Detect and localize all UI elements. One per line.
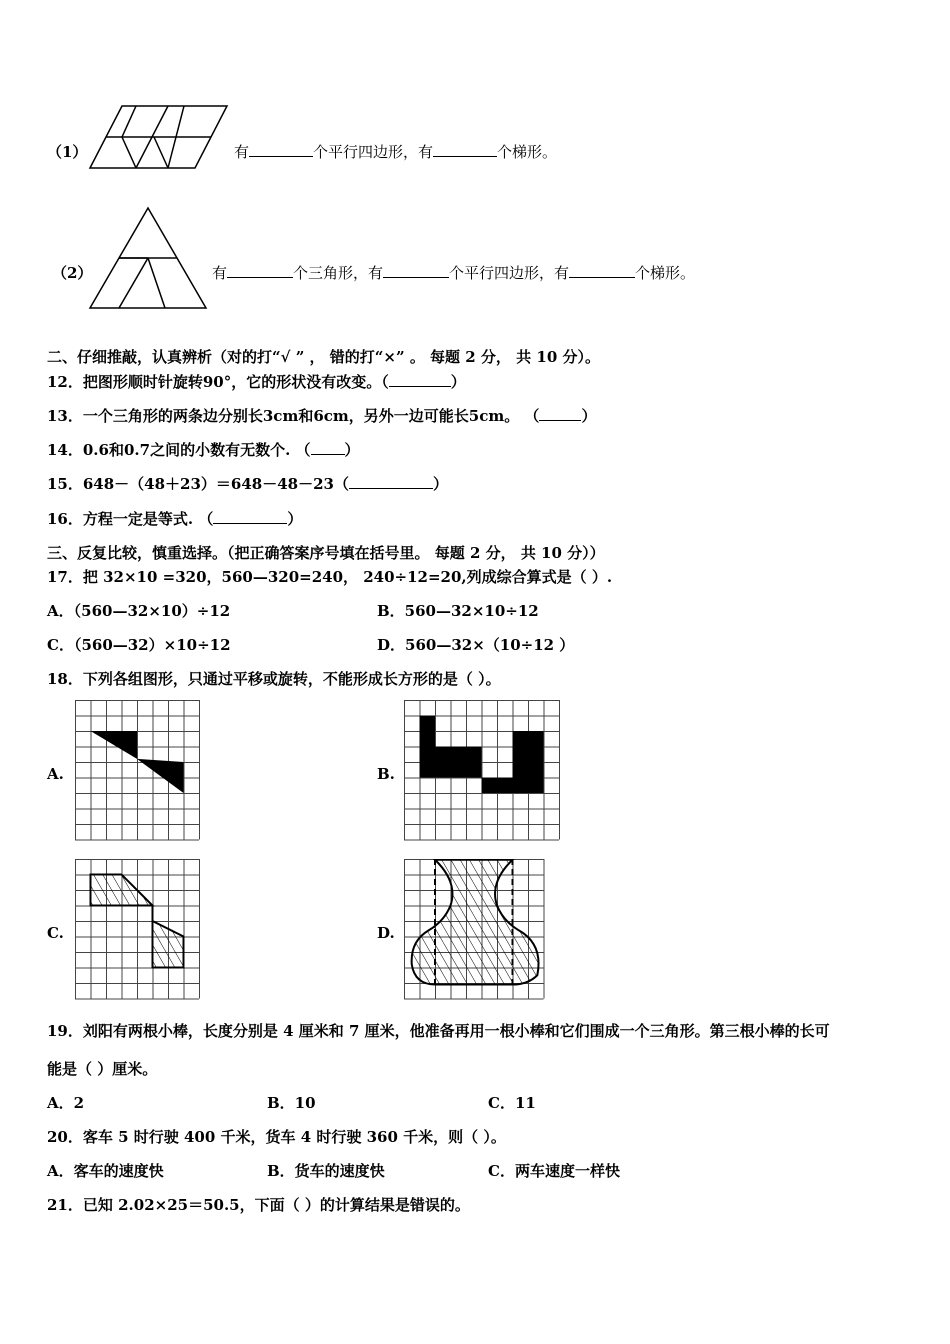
q17-option-d[interactable]: D．560—32×（10÷12 ） [377,636,575,654]
answer-blank[interactable] [383,262,449,278]
q21-stem: 21．已知 2.02×25＝50.5，下面（ ）的计算结果是错误的。 [47,1196,470,1214]
q12: 12．把图形顺时针旋转90°，它的形状没有改变。（ ） [47,373,466,391]
q18-stem: 18．下列各组图形，只通过平移或旋转，不能形成长方形的是（ ）。 [47,670,501,688]
answer-blank[interactable] [249,141,313,157]
q15: 15．648－（48＋23）＝648－48－23（ ） [47,475,449,493]
hatched-vase-shape [412,860,539,985]
q2-text: 有 个三角形，有 个平行四边形，有 个梯形。 [212,264,696,282]
q14: 14．0.6和0.7之间的小数有无数个. （ ） [47,441,360,459]
grid-figure-d [404,859,548,1000]
grid-figure-a [75,700,202,841]
q17-option-b[interactable]: B．560—32×10÷12 [377,602,539,620]
q17-option-c[interactable]: C．（560—32）×10÷12 [47,636,231,654]
answer-blank[interactable] [433,141,497,157]
q17-option-a[interactable]: A．（560—32×10）÷12 [47,602,231,620]
answer-blank[interactable] [349,473,433,489]
q13: 13．一个三角形的两条边分别长3cm和6cm，另外一边可能长5cm。 （ ） [47,407,597,425]
q20-option-b[interactable]: B．货车的速度快 [267,1162,385,1180]
triangle-figure [88,206,208,310]
answer-blank[interactable] [227,262,293,278]
answer-blank[interactable] [539,405,581,421]
q18-option-b[interactable]: B. [377,765,395,783]
q20-option-c[interactable]: C．两车速度一样快 [488,1162,620,1180]
q18-option-d[interactable]: D. [377,924,395,942]
grid-figure-b [404,700,562,841]
answer-blank[interactable] [213,508,287,524]
q19-stem-line2: 能是（ ）厘米。 [47,1060,158,1078]
answer-blank[interactable] [311,439,345,455]
q18-option-a[interactable]: A. [47,765,64,783]
q18-option-c[interactable]: C. [47,924,64,942]
q2-label: （2） [52,264,93,282]
section3-header: 三、反复比较，慎重选择。（把正确答案序号填在括号里。 每题 2 分， 共 10 分）） [47,544,605,562]
section2-header: 二、仔细推敲，认真辨析（对的打“√ ” ， 错的打“×” 。 每题 2 分， 共 10 分）。 [47,348,600,366]
black-triangle-1 [91,731,138,759]
q1-text: 有 个平行四边形，有 个梯形。 [234,143,558,161]
q20-option-a[interactable]: A．客车的速度快 [47,1162,164,1180]
black-triangle-2 [137,759,184,793]
parallelogram-figure [88,104,230,170]
q19-option-c[interactable]: C．11 [488,1094,536,1112]
answer-blank[interactable] [389,371,451,387]
answer-blank[interactable] [569,262,635,278]
q17-stem: 17．把 32×10 =320，560—320=240， 240÷12=20,列成综合算式是（ ）. [47,568,613,586]
q1-label: （1） [47,143,88,161]
grid-figure-c [75,859,202,1000]
q16: 16．方程一定是等式. （ ） [47,510,303,528]
q19-stem-line1: 19．刘阳有两根小棒，长度分别是 4 厘米和 7 厘米，他准备再用一根小棒和它们围成一个三角形。第三根小棒的长可 [47,1022,830,1040]
q19-option-a[interactable]: A．2 [47,1094,85,1112]
q19-option-b[interactable]: B．10 [267,1094,316,1112]
q20-stem: 20．客车 5 时行驶 400 千米，货车 4 时行驶 360 千米，则（ ）。 [47,1128,506,1146]
